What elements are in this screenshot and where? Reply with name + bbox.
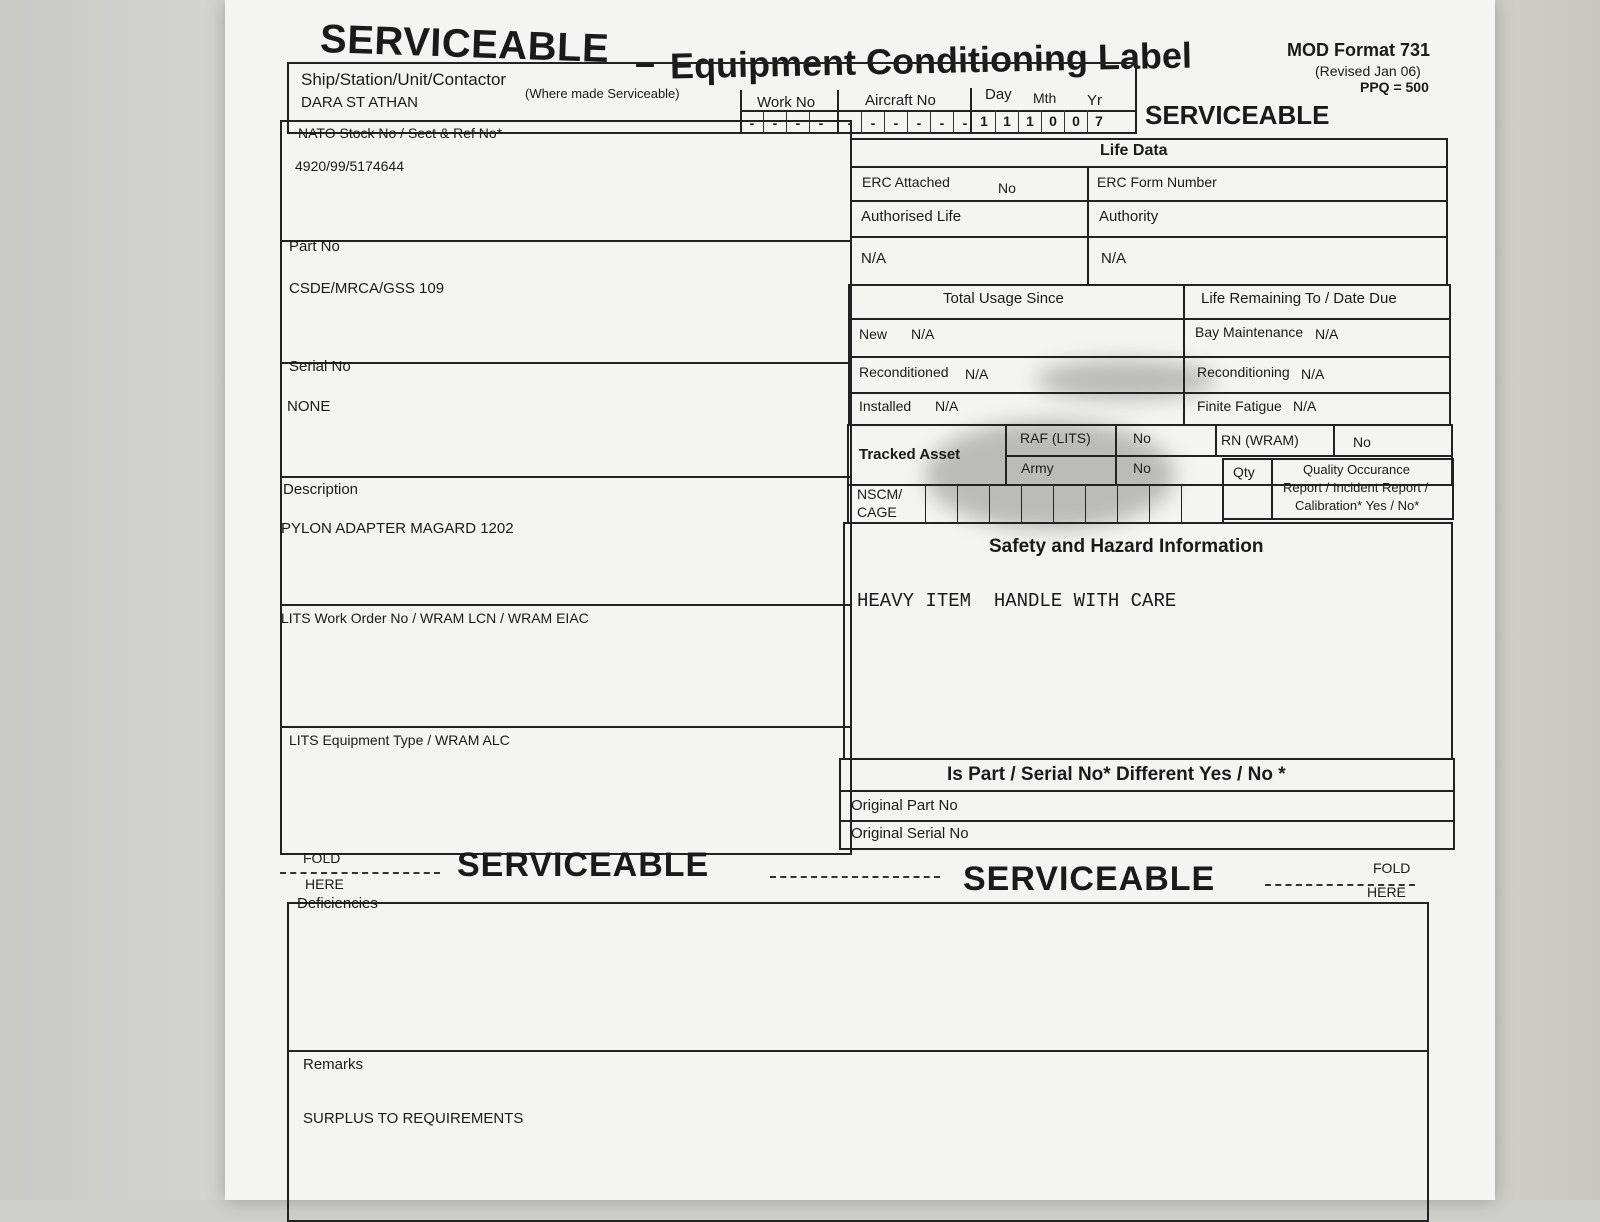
new-label: New — [859, 326, 888, 342]
finite-fatigue-label: Finite Fatigue — [1197, 398, 1282, 414]
installed-value: N/A — [935, 398, 959, 414]
description-value: PYLON ADAPTER MAGARD 1202 — [281, 520, 514, 537]
format-revised: (Revised Jan 06) — [1315, 63, 1421, 79]
date-digit: 0 — [1041, 110, 1064, 132]
erc-attached-value: No — [998, 180, 1016, 196]
qty-label: Qty — [1233, 464, 1255, 480]
new-value: N/A — [911, 326, 935, 342]
date-cells — [973, 110, 1110, 132]
cage-cell-divider — [925, 484, 926, 524]
aircraft-no-cells — [839, 112, 976, 134]
cage-label: CAGE — [857, 504, 897, 520]
work-cell: - — [786, 112, 809, 134]
format-number: MOD Format 731 — [1287, 40, 1431, 60]
serial-no-value: NONE — [287, 398, 331, 415]
divider — [1183, 284, 1185, 426]
divider — [848, 356, 1451, 358]
fold-label-right: FOLD — [1373, 860, 1411, 876]
divider — [1087, 166, 1089, 286]
label-paper — [225, 0, 1495, 1200]
description-label: Description — [283, 481, 359, 498]
authorised-life-label: Authorised Life — [861, 208, 962, 225]
safety-value: HEAVY ITEM HANDLE WITH CARE — [857, 590, 1177, 612]
aircraft-cell: - — [884, 112, 907, 134]
part-serial-different-heading: Is Part / Serial No* Different Yes / No * — [947, 764, 1286, 785]
quality-line-2: Report / Incident Report / — [1283, 480, 1429, 495]
erc-form-label: ERC Form Number — [1097, 174, 1217, 190]
header-serviceable: SERVICEABLE — [319, 16, 610, 72]
serial-no-label: Serial No — [289, 358, 351, 375]
divider — [1333, 424, 1335, 456]
fold-label-left: FOLD — [303, 850, 341, 866]
reconditioning-label: Reconditioning — [1197, 364, 1290, 380]
army-label: Army — [1021, 460, 1054, 476]
part-no-value: CSDE/MRCA/GSS 109 — [289, 280, 445, 297]
tracked-asset-label: Tracked Asset — [859, 446, 961, 463]
life-data-heading: Life Data — [1100, 142, 1168, 159]
ship-value: DARA ST ATHAN — [301, 94, 418, 111]
nato-label: NATO Stock No / Sect & Ref No* — [298, 125, 503, 141]
divider — [280, 476, 852, 478]
yr-label: Yr — [1087, 92, 1102, 109]
work-no-label: Work No — [757, 94, 816, 111]
date-digit: 7 — [1087, 110, 1110, 132]
date-digit: 1 — [1018, 110, 1041, 132]
ink-smudge — [925, 420, 1175, 530]
divider — [280, 726, 852, 728]
bottom-box — [287, 902, 1429, 1222]
here-label-right: HERE — [1367, 884, 1406, 900]
bay-maintenance-label: Bay Maintenance — [1195, 324, 1304, 340]
deficiencies-label: Deficiencies — [297, 895, 378, 912]
work-cell: - — [809, 112, 832, 134]
divider — [1271, 458, 1273, 520]
aircraft-cell: - — [930, 112, 953, 134]
work-cell: - — [749, 115, 755, 131]
rn-wram-label: RN (WRAM) — [1221, 432, 1299, 448]
finite-fatigue-value: N/A — [1293, 398, 1317, 414]
divider — [1215, 424, 1217, 456]
authority-label: Authority — [1099, 208, 1159, 225]
header-title: Equipment Conditioning Label — [669, 34, 1193, 87]
divider — [839, 820, 1455, 822]
safety-heading: Safety and Hazard Information — [989, 536, 1264, 557]
divider — [848, 318, 1451, 320]
original-serial-label: Original Serial No — [851, 825, 969, 842]
divider — [287, 1050, 1429, 1052]
remarks-label: Remarks — [303, 1056, 364, 1073]
day-label: Day — [985, 86, 1012, 103]
erc-attached-label: ERC Attached — [862, 174, 950, 190]
aircraft-cell: - — [907, 112, 930, 134]
ink-smudge — [1035, 360, 1215, 400]
divider — [280, 240, 852, 242]
remarks-value: SURPLUS TO REQUIREMENTS — [303, 1110, 524, 1127]
ship-label: Ship/Station/Unit/Contactor — [301, 70, 507, 89]
mth-label: Mth — [1033, 90, 1057, 106]
fold-dash-left — [280, 872, 440, 874]
authorised-life-value: N/A — [861, 250, 887, 267]
authority-value: N/A — [1101, 250, 1127, 267]
nscm-label: NSCM/ — [857, 486, 903, 502]
nato-value: 4920/99/5174644 — [295, 158, 404, 174]
original-part-label: Original Part No — [851, 797, 958, 814]
aircraft-cell: - — [847, 115, 853, 131]
installed-label: Installed — [859, 398, 912, 414]
fold-dash-middle — [770, 876, 940, 878]
reconditioned-value: N/A — [965, 366, 989, 382]
reconditioning-value: N/A — [1301, 366, 1325, 382]
divider — [850, 166, 1448, 168]
fold-serviceable-right: SERVICEABLE — [963, 860, 1216, 898]
date-digit: 1 — [980, 113, 988, 129]
aircraft-cell: - — [953, 112, 976, 134]
lits-equipment-label: LITS Equipment Type / WRAM ALC — [289, 732, 510, 748]
aircraft-no-label: Aircraft No — [865, 92, 936, 109]
reconditioned-label: Reconditioned — [859, 364, 949, 380]
part-no-label: Part No — [289, 238, 340, 255]
cage-cell-divider — [1181, 484, 1182, 524]
header-dash: – — [635, 42, 656, 83]
total-usage-heading: Total Usage Since — [943, 290, 1064, 307]
aircraft-cell: - — [861, 112, 884, 134]
fold-serviceable-left: SERVICEABLE — [457, 846, 710, 884]
quality-line-1: Quality Occurance — [1303, 462, 1410, 477]
divider — [850, 236, 1448, 238]
raf-lits-label: RAF (LITS) — [1020, 430, 1091, 446]
lits-work-order-label: LITS Work Order No / WRAM LCN / WRAM EIAC — [281, 610, 589, 626]
divider — [280, 362, 852, 364]
life-remaining-heading: Life Remaining To / Date Due — [1201, 290, 1397, 307]
date-digit: 1 — [995, 110, 1018, 132]
background-left — [0, 0, 260, 1200]
format-ppq: PPQ = 500 — [1360, 79, 1429, 95]
divider — [280, 604, 852, 606]
raf-lits-value: No — [1133, 430, 1151, 446]
rn-wram-value: No — [1353, 434, 1371, 450]
header-serviceable-right: SERVICEABLE — [1145, 100, 1330, 130]
ship-note: (Where made Serviceable) — [525, 86, 680, 101]
divider — [839, 790, 1455, 792]
work-cell: - — [763, 112, 786, 134]
here-label-left: HERE — [305, 876, 344, 892]
bay-maintenance-value: N/A — [1315, 326, 1339, 342]
army-value: No — [1133, 460, 1151, 476]
divider — [850, 200, 1448, 202]
quality-line-3: Calibration* Yes / No* — [1295, 498, 1420, 513]
background-right — [1480, 0, 1600, 1200]
date-digit: 0 — [1064, 110, 1087, 132]
